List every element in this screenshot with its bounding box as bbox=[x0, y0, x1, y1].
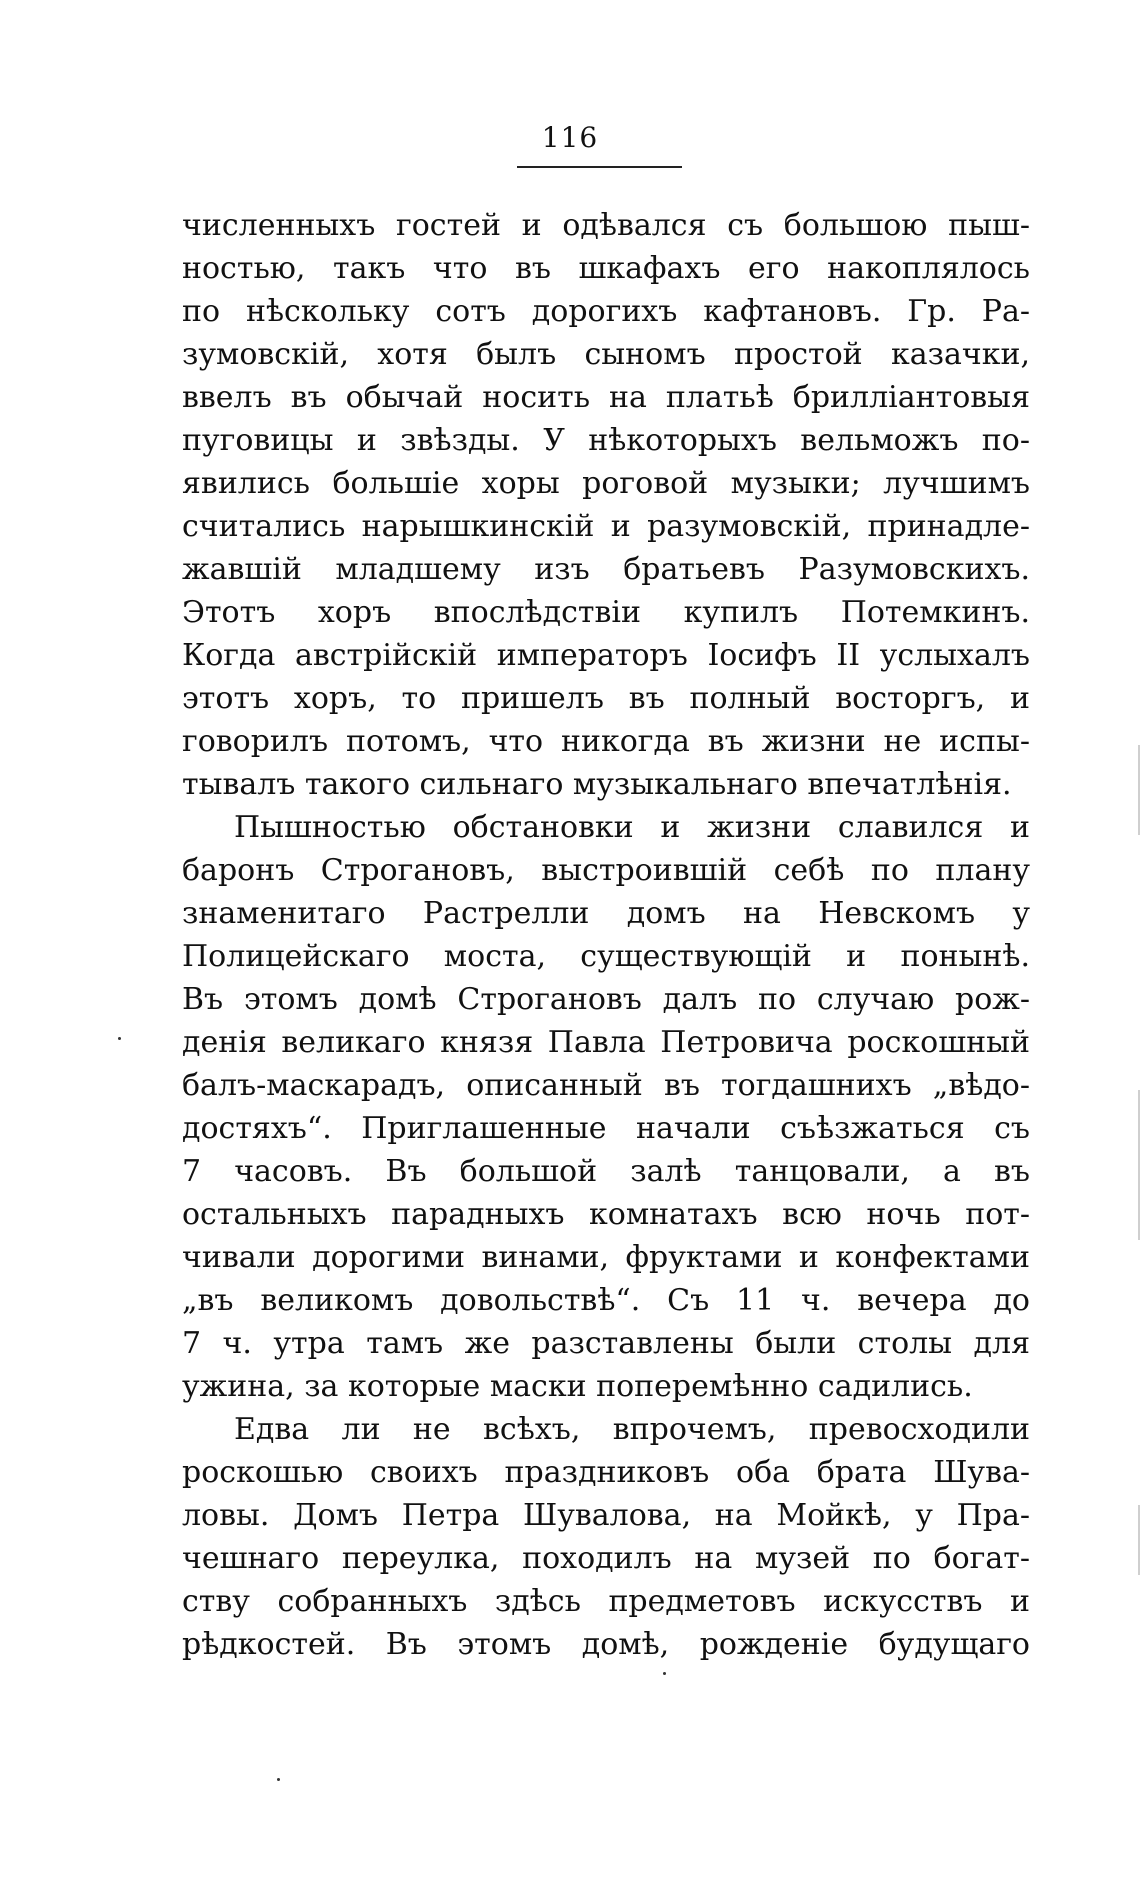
paragraph-2-line-7: балъ-маскарадъ, описанный въ тогдашнихъ „вѣдо- bbox=[182, 1068, 1030, 1103]
paragraph-3-line-2: роскошью своихъ праздниковъ оба брата Шува- bbox=[182, 1455, 1030, 1490]
paragraph-1-line-1: численныхъ гостей и одѣвался съ большою пыш- bbox=[182, 208, 1030, 243]
paragraph-1-line-2: ностью, такъ что въ шкафахъ его накоплялось bbox=[182, 251, 1030, 286]
paragraph-2-line-12: „въ великомъ довольствѣ“. Съ 11 ч. вечера до bbox=[182, 1283, 1030, 1318]
paragraph-1-line-14: тывалъ такого сильнаго музыкальнаго впечатлѣнія. bbox=[182, 767, 1012, 802]
paragraph-2-line-9: 7 часовъ. Въ большой залѣ танцовали, а въ bbox=[182, 1154, 1030, 1189]
scan-speck bbox=[277, 1778, 280, 1781]
paragraph-2-line-5: Въ этомъ домѣ Строгановъ далъ по случаю рож- bbox=[182, 982, 1030, 1017]
paragraph-2-line-2: баронъ Строгановъ, выстроившій себѣ по плану bbox=[182, 853, 1030, 888]
paragraph-3-line-3: ловы. Домъ Петра Шувалова, на Мойкѣ, у Пра- bbox=[182, 1498, 1030, 1533]
paragraph-3-line-4: чешнаго переулка, походилъ на музей по богат- bbox=[182, 1541, 1030, 1576]
scan-speck bbox=[663, 1672, 666, 1675]
header-rule bbox=[517, 166, 682, 168]
paragraph-1-line-8: считались нарышкинскій и разумовскій, принадле- bbox=[182, 509, 1030, 544]
paragraph-3-line-1: Едва ли не всѣхъ, впрочемъ, превосходили bbox=[234, 1412, 1030, 1447]
scan-speck bbox=[118, 1037, 121, 1040]
body-text bbox=[182, 204, 1030, 1666]
paragraph-2-line-6: денія великаго князя Павла Петровича роскошный bbox=[182, 1025, 1030, 1060]
paragraph-2-line-11: чивали дорогими винами, фруктами и конфектами bbox=[182, 1240, 1030, 1275]
paragraph-1-line-6: пуговицы и звѣзды. У нѣкоторыхъ вельможъ по- bbox=[182, 423, 1030, 458]
paragraph-1-line-4: зумовскій, хотя былъ сыномъ простой казачки, bbox=[182, 337, 1030, 372]
paragraph-2-line-14: ужина, за которые маски поперемѣнно садились. bbox=[182, 1369, 973, 1404]
paragraph-3-line-6: рѣдкостей. Въ этомъ домѣ, рожденіе будущаго bbox=[182, 1627, 1030, 1662]
paragraph-1-line-3: по нѣскольку сотъ дорогихъ кафтановъ. Гр. Ра- bbox=[182, 294, 1030, 329]
paragraph-2-line-13: 7 ч. утра тамъ же разставлены были столы для bbox=[182, 1326, 1030, 1361]
paragraph-1-line-12: этотъ хоръ, то пришелъ въ полный восторгъ, и bbox=[182, 681, 1030, 716]
paragraph-1-line-7: явились большіе хоры роговой музыки; лучшимъ bbox=[182, 466, 1030, 501]
paragraph-2-line-4: Полицейскаго моста, существующій и понынѣ. bbox=[182, 939, 1030, 974]
paragraph-1-line-9: жавшій младшему изъ братьевъ Разумовскихъ. bbox=[182, 552, 1030, 587]
paragraph-1-line-10: Этотъ хоръ впослѣдствіи купилъ Потемкинъ. bbox=[182, 595, 1030, 630]
paragraph-2-line-8: достяхъ“. Приглашенные начали съѣзжаться съ bbox=[182, 1111, 1030, 1146]
paragraph-1-line-11: Когда австрійскій императоръ Іосифъ II услыхалъ bbox=[182, 638, 1030, 673]
paragraph-2-line-10: остальныхъ парадныхъ комнатахъ всю ночь пот- bbox=[182, 1197, 1030, 1232]
paragraph-1-line-5: ввелъ въ обычай носить на платьѣ бриллiантовыя bbox=[182, 380, 1030, 415]
page-number: 116 bbox=[541, 121, 599, 154]
paragraph-2-line-1: Пышностью обстановки и жизни славился и bbox=[234, 810, 1030, 845]
paragraph-2-line-3: знаменитаго Растрелли домъ на Невскомъ у bbox=[182, 896, 1030, 931]
paragraph-3-line-5: ству собранныхъ здѣсь предметовъ искусствъ и bbox=[182, 1584, 1030, 1619]
paragraph-1-line-13: говорилъ потомъ, что никогда въ жизни не испы- bbox=[182, 724, 1030, 759]
